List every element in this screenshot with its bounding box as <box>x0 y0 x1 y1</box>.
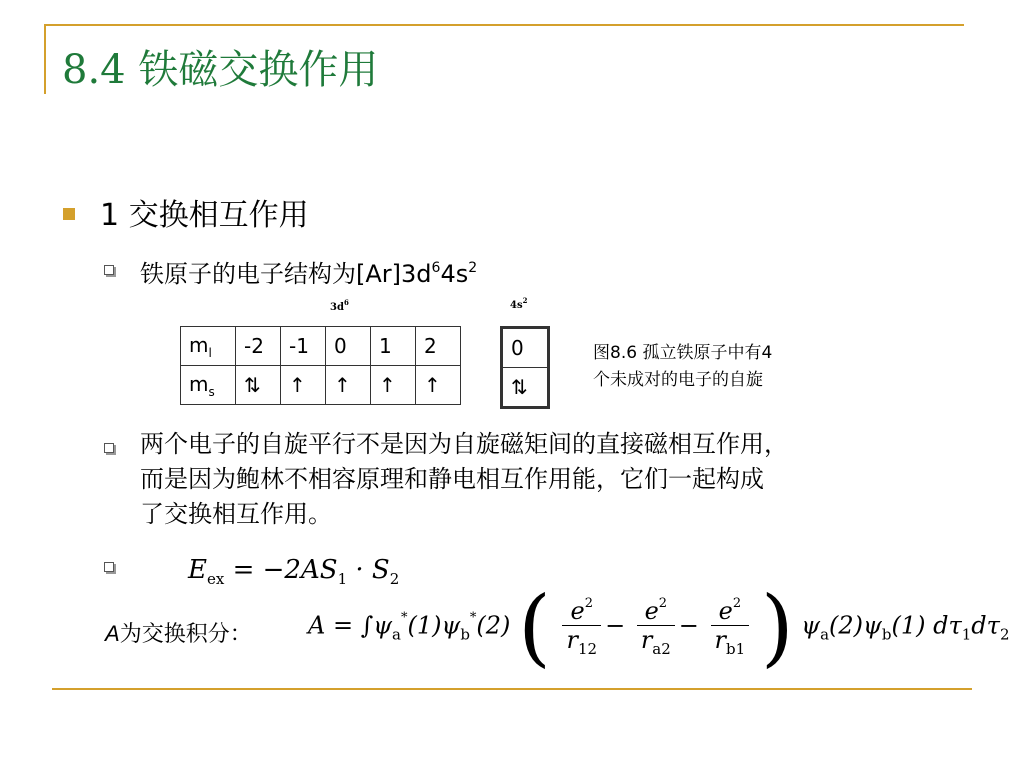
exchange-explanation <box>140 427 788 532</box>
electron-config-text <box>140 251 477 292</box>
table-row <box>502 328 549 368</box>
table-cell: 0 <box>326 327 371 366</box>
table-row <box>181 327 461 366</box>
table-cell: 0 <box>502 328 549 368</box>
fraction: $\frac{e^2}{r_{12}}$ <box>562 596 601 658</box>
page-title: 8.4 铁磁交换作用 <box>62 47 379 93</box>
bullet-square-icon <box>63 208 75 220</box>
paragraph-line: 两个电子的自旋平行不是因为自旋磁矩间的直接磁相互作用， <box>140 430 788 458</box>
left-accent-rule <box>44 26 46 94</box>
table-cell: 2 <box>416 327 461 366</box>
paragraph-line: 而是因为鲍林不相容原理和静电相互作用能，它们一起构成 <box>140 465 764 493</box>
table-row <box>502 368 549 408</box>
exchange-integral-label: A为交换积分： <box>105 621 252 647</box>
spin-arrow-cell: ⇅ <box>502 368 549 408</box>
fraction: $\frac{e^2}{r_{b1}}$ <box>711 596 750 658</box>
orbital-label-4s: $4s^2$ <box>510 296 528 311</box>
config-prefix: 铁原子的电子结构为[Ar]3d <box>140 260 432 288</box>
spin-arrow-cell: ↑ <box>371 366 416 405</box>
fraction: $\frac{e^2}{r_{a2}}$ <box>637 596 675 658</box>
table-cell: 1 <box>371 327 416 366</box>
ms-label: $m_s$ <box>181 366 236 405</box>
paragraph-line: 了交换相互作用。 <box>140 500 332 528</box>
bottom-rule <box>52 688 972 690</box>
table-cell: -2 <box>236 327 281 366</box>
spin-arrow-cell: ↑ <box>281 366 326 405</box>
table-row <box>181 366 461 405</box>
section-heading: 1 交换相互作用 <box>100 198 309 233</box>
config-sup-d: 6 <box>431 260 441 276</box>
hollow-square-bullet-icon <box>104 443 114 453</box>
exchange-integral-formula: $A = \int\psi_a^*(1)\psi_b^*(2)$ ( $\frac{e^2}{r_{12}}$ − $\frac{e^2}{r_{a2}}$ − $\frac{e^2}{r_{b1}}$ ) $\psi_a(2)\psi_b(1)$ $d\tau_1d\tau_2$ <box>308 578 1010 676</box>
config-sup-s: 2 <box>468 260 478 276</box>
spin-arrow-cell: ↑ <box>416 366 461 405</box>
spin-arrow-cell: ⇅ <box>236 366 281 405</box>
config-mid: 4s <box>440 260 469 288</box>
caption-line: 图8.6 孤立铁原子中有4 <box>593 343 773 363</box>
hollow-square-bullet-icon <box>104 265 114 275</box>
hollow-square-bullet-icon <box>104 562 114 572</box>
orbital-label-3d: $3d^6$ <box>330 298 349 313</box>
exchange-energy-formula: $E_{ex} = -2AS_1 \cdot S_2$ <box>188 555 400 588</box>
orbital-table-4s <box>500 326 550 409</box>
ml-label: $m_l$ <box>181 327 236 366</box>
top-rule <box>44 24 964 26</box>
caption-line: 个未成对的电子的自旋 <box>593 370 763 390</box>
spin-arrow-cell: ↑ <box>326 366 371 405</box>
table-cell: -1 <box>281 327 326 366</box>
orbital-table-3d <box>180 326 461 405</box>
figure-caption <box>593 340 772 394</box>
